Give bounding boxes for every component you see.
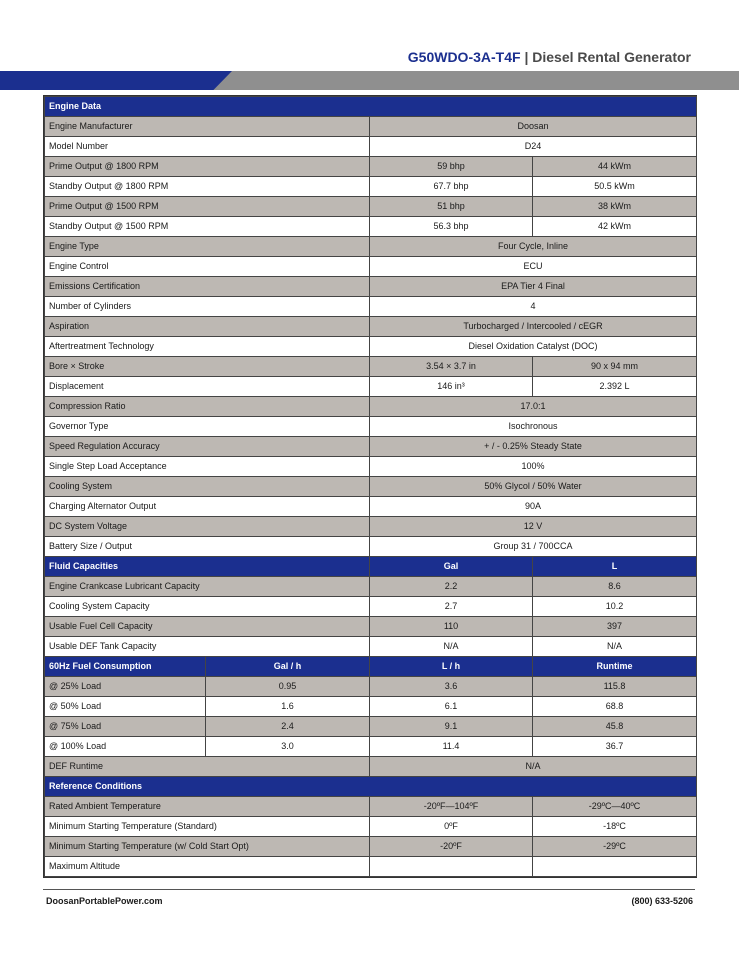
- spec-value: Turbocharged / Intercooled / cEGR: [370, 317, 697, 337]
- spec-value: 4: [370, 297, 697, 317]
- spec-value-gal: 110: [370, 617, 533, 637]
- spec-table-body: [45, 97, 697, 877]
- title-subtitle: Diesel Rental Generator: [532, 49, 691, 65]
- column-heading: L: [533, 557, 697, 577]
- spec-value: 100%: [370, 457, 697, 477]
- spec-row: [45, 337, 697, 357]
- model-name: G50WDO-3A-T4F: [407, 49, 521, 65]
- spec-value: Four Cycle, Inline: [370, 237, 697, 257]
- spec-label: Compression Ratio: [45, 397, 370, 417]
- spec-value-liters: 10.2: [533, 597, 697, 617]
- footer-phone: (800) 633-5206: [631, 896, 693, 906]
- spec-value: 12 V: [370, 517, 697, 537]
- spec-row: [45, 397, 697, 417]
- spec-row: [45, 797, 697, 817]
- spec-row: [45, 857, 697, 877]
- column-heading: Gal: [370, 557, 533, 577]
- section-heading: Reference Conditions: [45, 777, 697, 797]
- spec-value: Doosan: [370, 117, 697, 137]
- spec-row: [45, 577, 697, 597]
- spec-label: Prime Output @ 1800 RPM: [45, 157, 370, 177]
- spec-value-metric: 50.5 kWm: [533, 177, 697, 197]
- spec-value-fahrenheit: [370, 857, 533, 877]
- spec-value-gal-per-hour: 2.4: [206, 717, 370, 737]
- spec-value-imperial: 3.54 × 3.7 in: [370, 357, 533, 377]
- spec-label: @ 75% Load: [45, 717, 206, 737]
- spec-value: 90A: [370, 497, 697, 517]
- spec-value-gal-per-hour: 1.6: [206, 697, 370, 717]
- spec-value-fahrenheit: -20ºF—104ºF: [370, 797, 533, 817]
- spec-value-gal: 2.2: [370, 577, 533, 597]
- spec-value-liters-per-hour: 11.4: [370, 737, 533, 757]
- spec-value-liters: 8.6: [533, 577, 697, 597]
- spec-label: @ 50% Load: [45, 697, 206, 717]
- spec-row: [45, 437, 697, 457]
- spec-value-liters-per-hour: 9.1: [370, 717, 533, 737]
- spec-row: [45, 477, 697, 497]
- spec-row: [45, 117, 697, 137]
- spec-label: Bore × Stroke: [45, 357, 370, 377]
- spec-value-celsius: -29ºC: [533, 837, 697, 857]
- spec-label: Cooling System Capacity: [45, 597, 370, 617]
- spec-label: DEF Runtime: [45, 757, 370, 777]
- spec-value-liters: N/A: [533, 637, 697, 657]
- footer-website[interactable]: DoosanPortablePower.com: [46, 896, 163, 906]
- spec-label: Emissions Certification: [45, 277, 370, 297]
- fuel-consumption-header: [45, 657, 697, 677]
- spec-value: Isochronous: [370, 417, 697, 437]
- spec-label: Engine Type: [45, 237, 370, 257]
- spec-row: [45, 157, 697, 177]
- spec-value: 50% Glycol / 50% Water: [370, 477, 697, 497]
- spec-value-runtime: 36.7: [533, 737, 697, 757]
- fluid-capacities-header: [45, 557, 697, 577]
- spec-row: [45, 417, 697, 437]
- spec-label: Cooling System: [45, 477, 370, 497]
- spec-value-fahrenheit: -20ºF: [370, 837, 533, 857]
- engine-data-header: [45, 97, 697, 117]
- spec-row: [45, 517, 697, 537]
- spec-label: @ 25% Load: [45, 677, 206, 697]
- title-separator: |: [520, 49, 533, 65]
- spec-label: Single Step Load Acceptance: [45, 457, 370, 477]
- spec-value-imperial: 51 bhp: [370, 197, 533, 217]
- spec-value-gal-per-hour: 0.95: [206, 677, 370, 697]
- spec-value-celsius: [533, 857, 697, 877]
- spec-label: Charging Alternator Output: [45, 497, 370, 517]
- spec-value-liters: 397: [533, 617, 697, 637]
- column-heading: L / h: [370, 657, 533, 677]
- spec-label: Governor Type: [45, 417, 370, 437]
- spec-row: [45, 737, 697, 757]
- spec-value: D24: [370, 137, 697, 157]
- spec-label: Minimum Starting Temperature (w/ Cold Start Opt): [45, 837, 370, 857]
- spec-row: [45, 257, 697, 277]
- spec-row: [45, 137, 697, 157]
- spec-row: [45, 197, 697, 217]
- spec-row: [45, 277, 697, 297]
- spec-label: Displacement: [45, 377, 370, 397]
- spec-row: [45, 597, 697, 617]
- spec-row: [45, 817, 697, 837]
- spec-label: Aftertreatment Technology: [45, 337, 370, 357]
- spec-row: [45, 697, 697, 717]
- spec-value-metric: 90 x 94 mm: [533, 357, 697, 377]
- spec-label: Engine Control: [45, 257, 370, 277]
- spec-row: [45, 457, 697, 477]
- spec-label: Model Number: [45, 137, 370, 157]
- spec-row: [45, 217, 697, 237]
- column-heading: Runtime: [533, 657, 697, 677]
- spec-value-runtime: 115.8: [533, 677, 697, 697]
- spec-row: [45, 237, 697, 257]
- spec-label: Usable Fuel Cell Capacity: [45, 617, 370, 637]
- spec-row: [45, 637, 697, 657]
- spec-value-celsius: -18ºC: [533, 817, 697, 837]
- spec-value: Diesel Oxidation Catalyst (DOC): [370, 337, 697, 357]
- reference-conditions-header: [45, 777, 697, 797]
- spec-row: [45, 717, 697, 737]
- spec-row: [45, 177, 697, 197]
- spec-value-gal: 2.7: [370, 597, 533, 617]
- spec-value-imperial: 56.3 bhp: [370, 217, 533, 237]
- spec-row: [45, 317, 697, 337]
- spec-value-runtime: 45.8: [533, 717, 697, 737]
- spec-row: [45, 357, 697, 377]
- spec-value-gal: N/A: [370, 637, 533, 657]
- spec-value-celsius: -29ºC—40ºC: [533, 797, 697, 817]
- spec-row: [45, 677, 697, 697]
- section-heading: Engine Data: [45, 97, 697, 117]
- spec-value: N/A: [370, 757, 697, 777]
- spec-value: + / - 0.25% Steady State: [370, 437, 697, 457]
- spec-label: Prime Output @ 1500 RPM: [45, 197, 370, 217]
- spec-value-liters-per-hour: 6.1: [370, 697, 533, 717]
- spec-value-metric: 44 kWm: [533, 157, 697, 177]
- spec-value-imperial: 59 bhp: [370, 157, 533, 177]
- spec-label: Aspiration: [45, 317, 370, 337]
- spec-label: Speed Regulation Accuracy: [45, 437, 370, 457]
- spec-label: @ 100% Load: [45, 737, 206, 757]
- spec-label: Usable DEF Tank Capacity: [45, 637, 370, 657]
- spec-label: Minimum Starting Temperature (Standard): [45, 817, 370, 837]
- spec-value-runtime: 68.8: [533, 697, 697, 717]
- spec-label: DC System Voltage: [45, 517, 370, 537]
- spec-row: [45, 537, 697, 557]
- spec-value-imperial: 146 in³: [370, 377, 533, 397]
- spec-value-metric: 42 kWm: [533, 217, 697, 237]
- footer-divider: [43, 889, 695, 890]
- spec-value-gal-per-hour: 3.0: [206, 737, 370, 757]
- spec-label: Engine Crankcase Lubricant Capacity: [45, 577, 370, 597]
- spec-row: [45, 297, 697, 317]
- spec-value: EPA Tier 4 Final: [370, 277, 697, 297]
- spec-table: [44, 96, 697, 877]
- spec-label: Standby Output @ 1800 RPM: [45, 177, 370, 197]
- spec-label: Battery Size / Output: [45, 537, 370, 557]
- header-band-accent: [0, 71, 232, 90]
- spec-row: [45, 497, 697, 517]
- section-heading: Fluid Capacities: [45, 557, 370, 577]
- spec-value: Group 31 / 700CCA: [370, 537, 697, 557]
- spec-value: 17.0:1: [370, 397, 697, 417]
- spec-label: Maximum Altitude: [45, 857, 370, 877]
- spec-value-metric: 38 kWm: [533, 197, 697, 217]
- spec-value-fahrenheit: 0ºF: [370, 817, 533, 837]
- spec-row: [45, 837, 697, 857]
- column-heading: Gal / h: [206, 657, 370, 677]
- spec-value-metric: 2.392 L: [533, 377, 697, 397]
- spec-row: [45, 377, 697, 397]
- spec-value-liters-per-hour: 3.6: [370, 677, 533, 697]
- spec-sheet: [43, 95, 697, 878]
- spec-value: ECU: [370, 257, 697, 277]
- spec-row: [45, 757, 697, 777]
- document-title: [408, 49, 691, 65]
- spec-label: Engine Manufacturer: [45, 117, 370, 137]
- spec-label: Rated Ambient Temperature: [45, 797, 370, 817]
- spec-value-imperial: 67.7 bhp: [370, 177, 533, 197]
- spec-label: Standby Output @ 1500 RPM: [45, 217, 370, 237]
- spec-label: Number of Cylinders: [45, 297, 370, 317]
- section-heading: 60Hz Fuel Consumption: [45, 657, 206, 677]
- spec-row: [45, 617, 697, 637]
